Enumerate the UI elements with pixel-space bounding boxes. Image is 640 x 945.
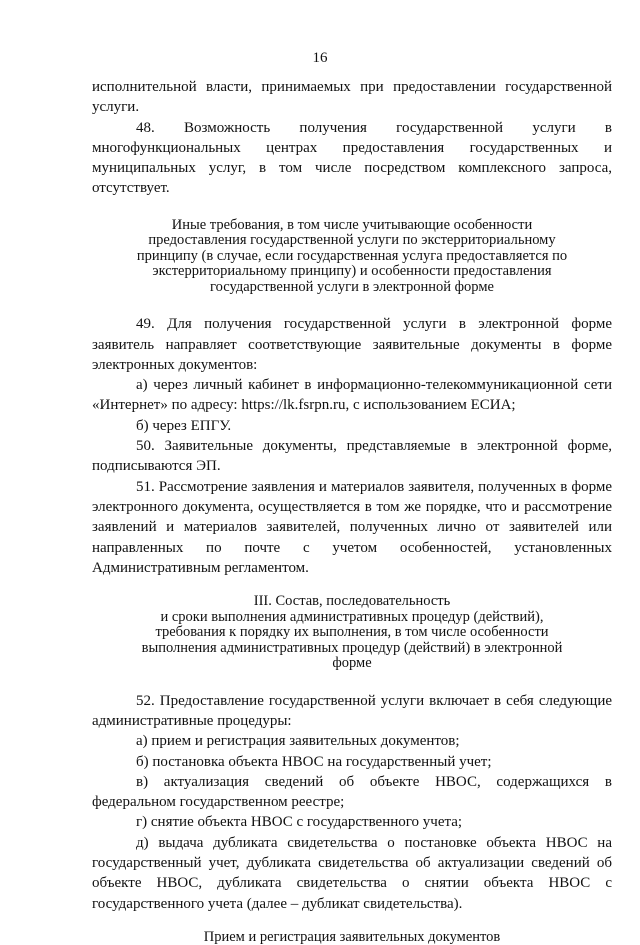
subsection-heading-reception: Прием и регистрация заявительных документов [203, 928, 501, 945]
paragraph-49-a: а) через личный кабинет в информационно-телекоммуникационной сети «Интернет» по адресу: https://lk.fsrpn.ru, с использованием ЕСИА; [92, 377, 612, 414]
heading-line: форме [332, 655, 372, 672]
paragraph-52-v: в) актуализация сведений об объекте НВОС, содержащихся в федеральном государственном реестре; [92, 773, 612, 811]
heading-line: принципу (в случае, если государственная услуга предоставляется по [136, 247, 568, 264]
heading-line: и сроки выполнения административных процедур (действий), [160, 608, 544, 625]
section-heading-other-requirements [92, 218, 612, 296]
heading-line: требования к порядку их выполнения, в том числе особенности [155, 624, 549, 641]
heading-line: государственной услуги в электронной форме [210, 278, 494, 295]
section-heading-iii [92, 594, 612, 672]
paragraph-51: 51. Рассмотрение заявления и материалов заявителя, полученных в форме электронного документа, осуществляется в том же порядке, что и рассмотрение заявлений и материалов заявителей, полученных лично от заявителей или направленных по почте с учетом особенностей, установленных Административным регламентом. [92, 478, 612, 576]
heading-line: экстерриториальному принципу) и особенности предоставления [152, 263, 552, 280]
page-content [92, 77, 612, 945]
paragraph-continuation: исполнительной власти, принимаемых при предоставлении государственной услуги. [92, 79, 612, 116]
heading-line: Иные требования, в том числе учитывающие особенности [171, 216, 533, 233]
paragraph-52-a: а) прием и регистрация заявительных документов; [136, 733, 460, 750]
paragraph-52: 52. Предоставление государственной услуги включает в себя следующие административные процедуры: [92, 692, 612, 729]
paragraph-52-b: б) постановка объекта НВОС на государственный учет; [136, 753, 492, 770]
paragraph-52-d: д) выдача дубликата свидетельства о постановке объекта НВОС на государственный учет, дубликата свидетельства об актуализации сведений об объекте НВОС, дубликата свидетельства о снятии объекта НВОС с государственного учета (далее – дубликат свидетельства). [92, 834, 612, 912]
paragraph-49: 49. Для получения государственной услуги в электронной форме заявитель направляет соответствующие заявительные документы в форме электронных документов: [92, 316, 612, 373]
paragraph-50: 50. Заявительные документы, представляемые в электронной форме, подписываются ЭП. [92, 438, 612, 475]
heading-line: III. Состав, последовательность [253, 593, 451, 610]
paragraph-49-b: б) через ЕПГУ. [136, 417, 232, 434]
paragraph-48: 48. Возможность получения государственной услуги в многофункциональных центрах предоставления государственных и муниципальных услуг, в том числе посредством комплексного запроса, отсутствует. [92, 119, 612, 197]
page-number: 16 [312, 50, 328, 66]
heading-line: предоставления государственной услуги по экстерриториальному [148, 232, 556, 249]
heading-line: выполнения административных процедур (действий) в электронной [141, 639, 563, 656]
paragraph-52-g: г) снятие объекта НВОС с государственного учета; [136, 814, 463, 831]
